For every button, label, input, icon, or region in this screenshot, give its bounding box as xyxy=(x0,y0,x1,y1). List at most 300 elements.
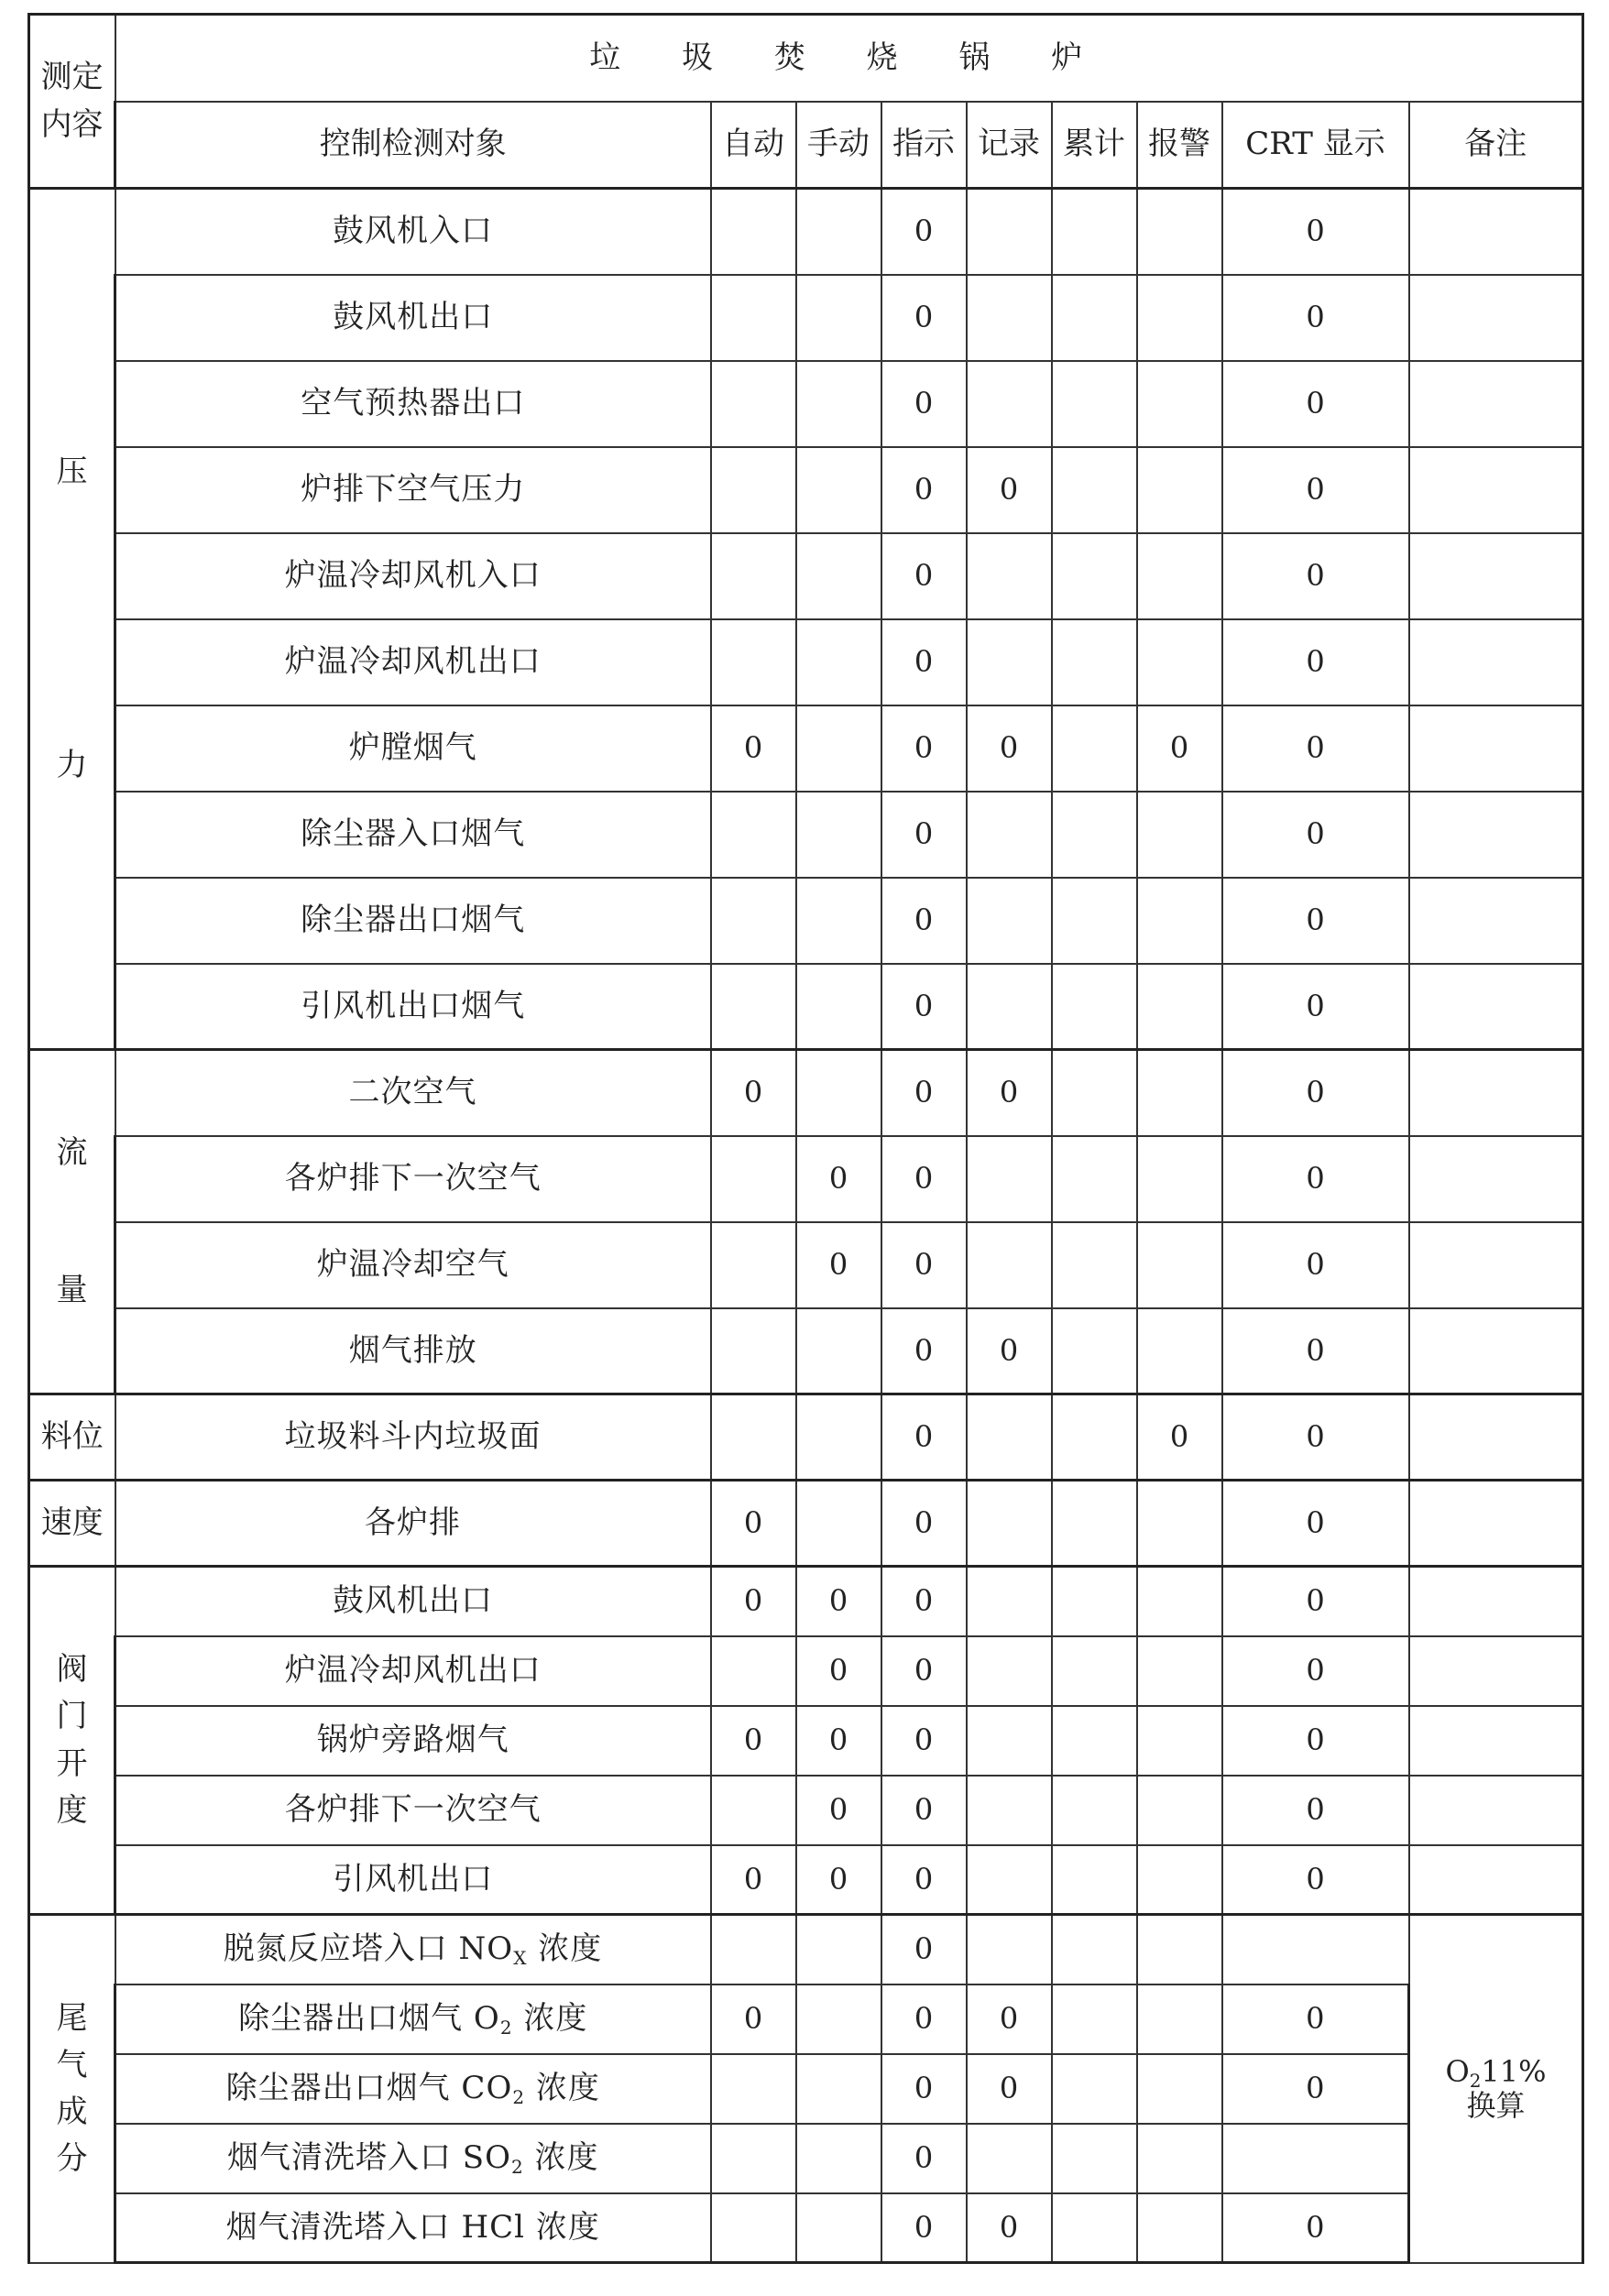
object-suffix: 浓度 xyxy=(512,1999,588,2037)
table-row xyxy=(29,1567,1583,1636)
mark-cell xyxy=(967,189,1052,275)
table-row xyxy=(29,2124,1583,2193)
object-cell xyxy=(115,2054,711,2124)
mark-cell xyxy=(711,1636,796,1706)
mark-cell xyxy=(796,1308,881,1394)
mark-cell xyxy=(796,1481,881,1567)
remark-cell xyxy=(1409,447,1583,533)
table-row xyxy=(29,1136,1583,1222)
category-valve-opening xyxy=(29,1567,115,1915)
table-row xyxy=(29,1636,1583,1706)
mark-cell: 0 xyxy=(796,1776,881,1845)
mark-cell xyxy=(967,792,1052,878)
mark-cell xyxy=(711,275,796,361)
mark-cell xyxy=(1137,2193,1222,2263)
mark-cell: 0 xyxy=(967,2054,1052,2124)
col-header-indicate: 指示 xyxy=(881,102,967,189)
table-row xyxy=(29,1984,1583,2054)
mark-cell xyxy=(1052,1776,1137,1845)
mark-cell xyxy=(796,189,881,275)
mark-cell xyxy=(711,2054,796,2124)
object-suffix: 浓度 xyxy=(525,2069,600,2106)
mark-cell: 0 xyxy=(1222,1136,1409,1222)
table-row xyxy=(29,275,1583,361)
mark-cell xyxy=(1137,1567,1222,1636)
table-row xyxy=(29,1050,1583,1136)
remark-cell xyxy=(1409,1222,1583,1308)
mark-cell xyxy=(796,2054,881,2124)
category-exhaust-composition xyxy=(29,1915,115,2263)
object-text: 脱氮反应塔入口 NO xyxy=(223,1930,514,1968)
mark-cell xyxy=(1137,1136,1222,1222)
object-text: 除尘器出口烟气 O xyxy=(238,1999,500,2037)
header-row-1 xyxy=(29,15,1583,102)
table-row xyxy=(29,1394,1583,1481)
mark-cell xyxy=(1137,1481,1222,1567)
mark-cell xyxy=(796,275,881,361)
mark-cell: 0 xyxy=(881,1050,967,1136)
mark-cell: 0 xyxy=(881,275,967,361)
mark-cell: 0 xyxy=(1222,275,1409,361)
mark-cell: 0 xyxy=(1222,1050,1409,1136)
object-cell: 鼓风机出口 xyxy=(115,275,711,361)
mark-cell: 0 xyxy=(1222,878,1409,964)
remark-cell xyxy=(1409,1636,1583,1706)
mark-cell: 0 xyxy=(881,2124,967,2193)
mark-cell xyxy=(1052,533,1137,619)
mark-cell xyxy=(796,447,881,533)
mark-cell xyxy=(1052,1394,1137,1481)
mark-cell xyxy=(711,1915,796,1984)
table-title: 垃 圾 焚 烧 锅 炉 xyxy=(115,15,1583,102)
object-subscript: 2 xyxy=(510,2155,524,2178)
mark-cell: 0 xyxy=(881,964,967,1050)
mark-cell xyxy=(967,275,1052,361)
mark-cell: 0 xyxy=(1222,1567,1409,1636)
mark-cell xyxy=(1137,447,1222,533)
mark-cell xyxy=(1052,275,1137,361)
mark-cell: 0 xyxy=(1222,2193,1409,2263)
mark-cell xyxy=(1052,878,1137,964)
mark-cell: 0 xyxy=(881,1845,967,1915)
mark-cell: 0 xyxy=(881,1136,967,1222)
mark-cell xyxy=(1137,1915,1222,1984)
mark-cell xyxy=(1052,1136,1137,1222)
mark-cell: 0 xyxy=(1222,792,1409,878)
table-row xyxy=(29,1845,1583,1915)
category-speed xyxy=(29,1481,115,1567)
mark-cell: 0 xyxy=(881,1915,967,1984)
object-subscript: X xyxy=(513,1947,528,1970)
mark-cell xyxy=(711,878,796,964)
mark-cell xyxy=(796,2124,881,2193)
table-row xyxy=(29,964,1583,1050)
mark-cell: 0 xyxy=(881,189,967,275)
mark-cell xyxy=(1052,792,1137,878)
remark-cell xyxy=(1409,189,1583,275)
table-row xyxy=(29,1308,1583,1394)
object-cell: 锅炉旁路烟气 xyxy=(115,1706,711,1776)
table-row xyxy=(29,533,1583,619)
table-row xyxy=(29,1915,1583,1984)
object-suffix: 浓度 xyxy=(525,2208,600,2246)
mark-cell: 0 xyxy=(711,705,796,792)
mark-cell xyxy=(796,2193,881,2263)
mark-cell xyxy=(711,2193,796,2263)
mark-cell xyxy=(1052,2124,1137,2193)
object-cell: 炉温冷却风机入口 xyxy=(115,533,711,619)
col-header-alarm: 报警 xyxy=(1137,102,1222,189)
object-cell: 各炉排 xyxy=(115,1481,711,1567)
mark-cell: 0 xyxy=(796,1136,881,1222)
table-row xyxy=(29,1706,1583,1776)
mark-cell xyxy=(711,1222,796,1308)
corner-header-line2: 内容 xyxy=(40,105,104,143)
mark-cell: 0 xyxy=(1222,1776,1409,1845)
mark-cell xyxy=(967,2124,1052,2193)
mark-cell xyxy=(1052,1050,1137,1136)
mark-cell: 0 xyxy=(881,1308,967,1394)
remark-cell xyxy=(1409,1050,1583,1136)
remark-cell xyxy=(1409,705,1583,792)
remark-cell xyxy=(1409,1308,1583,1394)
mark-cell xyxy=(1222,2124,1409,2193)
mark-cell xyxy=(967,964,1052,1050)
remark-cell xyxy=(1409,1706,1583,1776)
mark-cell xyxy=(1137,619,1222,705)
table-row xyxy=(29,2054,1583,2124)
remark-subscript: 2 xyxy=(1469,2069,1482,2092)
mark-cell: 0 xyxy=(1222,705,1409,792)
category-char: 分 xyxy=(56,2139,88,2177)
mark-cell xyxy=(1052,1481,1137,1567)
mark-cell xyxy=(711,533,796,619)
mark-cell: 0 xyxy=(1222,1481,1409,1567)
mark-cell xyxy=(1052,1984,1137,2054)
category-char: 力 xyxy=(56,746,88,783)
remark-cell xyxy=(1409,1915,1583,2263)
object-cell: 引风机出口烟气 xyxy=(115,964,711,1050)
object-subscript: 2 xyxy=(512,2085,526,2108)
category-char: 流 xyxy=(56,1134,88,1172)
mark-cell xyxy=(1052,1308,1137,1394)
remark-cell xyxy=(1409,1567,1583,1636)
category-char: 尾 xyxy=(56,1999,88,2037)
remark-line2: 换算 xyxy=(1466,2087,1526,2123)
mark-cell: 0 xyxy=(881,1706,967,1776)
mark-cell xyxy=(711,361,796,447)
mark-cell: 0 xyxy=(967,1984,1052,2054)
mark-cell xyxy=(1052,1567,1137,1636)
mark-cell: 0 xyxy=(1222,1222,1409,1308)
mark-cell: 0 xyxy=(1222,189,1409,275)
mark-cell xyxy=(711,1136,796,1222)
remark-line1 xyxy=(1410,2053,1582,2092)
mark-cell: 0 xyxy=(1137,705,1222,792)
object-text: 烟气清洗塔入口 HCl xyxy=(225,2208,526,2246)
object-text: 除尘器出口烟气 CO xyxy=(225,2069,513,2106)
mark-cell xyxy=(967,1776,1052,1845)
col-header-manual: 手动 xyxy=(796,102,881,189)
mark-cell xyxy=(711,964,796,1050)
remark-cell xyxy=(1409,533,1583,619)
object-cell: 鼓风机入口 xyxy=(115,189,711,275)
mark-cell xyxy=(796,1394,881,1481)
remark-cell xyxy=(1409,1394,1583,1481)
mark-cell xyxy=(967,1394,1052,1481)
category-char: 度 xyxy=(56,1791,88,1829)
mark-cell xyxy=(796,533,881,619)
mark-cell xyxy=(711,1308,796,1394)
remark-cell xyxy=(1409,361,1583,447)
category-pressure xyxy=(29,189,115,1050)
category-char: 量 xyxy=(56,1271,88,1308)
mark-cell xyxy=(967,1915,1052,1984)
mark-cell xyxy=(967,361,1052,447)
object-column-header: 控制检测对象 xyxy=(115,102,711,189)
mark-cell: 0 xyxy=(796,1222,881,1308)
mark-cell: 0 xyxy=(881,1567,967,1636)
mark-cell: 0 xyxy=(881,619,967,705)
object-cell: 各炉排下一次空气 xyxy=(115,1136,711,1222)
object-cell: 鼓风机出口 xyxy=(115,1567,711,1636)
object-cell: 炉温冷却风机出口 xyxy=(115,619,711,705)
object-cell: 除尘器入口烟气 xyxy=(115,792,711,878)
mark-cell xyxy=(1137,1776,1222,1845)
mark-cell: 0 xyxy=(1222,2054,1409,2124)
mark-cell xyxy=(711,619,796,705)
mark-cell: 0 xyxy=(796,1567,881,1636)
object-cell: 各炉排下一次空气 xyxy=(115,1776,711,1845)
mark-cell: 0 xyxy=(1222,1845,1409,1915)
remark-cell xyxy=(1409,792,1583,878)
mark-cell: 0 xyxy=(711,1984,796,2054)
table-row xyxy=(29,189,1583,275)
category-char: 阀 xyxy=(56,1651,88,1689)
mark-cell xyxy=(1137,1308,1222,1394)
mark-cell: 0 xyxy=(1222,1394,1409,1481)
mark-cell xyxy=(711,1394,796,1481)
mark-cell: 0 xyxy=(881,1984,967,2054)
remark-prefix: O xyxy=(1445,2053,1470,2089)
mark-cell: 0 xyxy=(881,1394,967,1481)
mark-cell xyxy=(967,1567,1052,1636)
mark-cell xyxy=(711,1776,796,1845)
object-cell xyxy=(115,2124,711,2193)
mark-cell: 0 xyxy=(711,1481,796,1567)
mark-cell xyxy=(1052,619,1137,705)
mark-cell xyxy=(967,1481,1052,1567)
table-row xyxy=(29,447,1583,533)
mark-cell xyxy=(796,361,881,447)
mark-cell xyxy=(1052,361,1137,447)
mark-cell xyxy=(796,1915,881,1984)
object-suffix: 浓度 xyxy=(527,1930,603,1968)
mark-cell xyxy=(796,705,881,792)
table-row xyxy=(29,792,1583,878)
mark-cell xyxy=(1137,1984,1222,2054)
object-cell xyxy=(115,2193,711,2263)
mark-cell xyxy=(711,447,796,533)
mark-cell xyxy=(796,1984,881,2054)
header-row-2 xyxy=(29,102,1583,189)
mark-cell: 0 xyxy=(796,1845,881,1915)
mark-cell xyxy=(1137,792,1222,878)
mark-cell: 0 xyxy=(881,878,967,964)
remark-column-header: 备注 xyxy=(1409,102,1583,189)
category-char: 气 xyxy=(56,2046,88,2083)
mark-cell: 0 xyxy=(711,1845,796,1915)
mark-cell xyxy=(1052,447,1137,533)
mark-cell: 0 xyxy=(796,1636,881,1706)
object-cell: 垃圾料斗内垃圾面 xyxy=(115,1394,711,1481)
mark-cell: 0 xyxy=(967,2193,1052,2263)
mark-cell: 0 xyxy=(1222,361,1409,447)
mark-cell xyxy=(711,2124,796,2193)
mark-cell: 0 xyxy=(881,361,967,447)
mark-cell: 0 xyxy=(1222,619,1409,705)
col-header-auto: 自动 xyxy=(711,102,796,189)
object-suffix: 浓度 xyxy=(523,2138,599,2176)
mark-cell xyxy=(1137,2054,1222,2124)
mark-cell xyxy=(1052,964,1137,1050)
mark-cell: 0 xyxy=(881,705,967,792)
mark-cell xyxy=(1137,1636,1222,1706)
mark-cell: 0 xyxy=(881,1481,967,1567)
object-cell: 引风机出口 xyxy=(115,1845,711,1915)
remark-cell xyxy=(1409,1136,1583,1222)
remark-cell xyxy=(1409,1776,1583,1845)
mark-cell xyxy=(711,189,796,275)
object-text: 烟气清洗塔入口 SO xyxy=(226,2138,511,2176)
mark-cell xyxy=(967,1222,1052,1308)
mark-cell xyxy=(1137,275,1222,361)
mark-cell: 0 xyxy=(967,447,1052,533)
col-header-record: 记录 xyxy=(967,102,1052,189)
mark-cell: 0 xyxy=(881,533,967,619)
mark-cell xyxy=(1137,1222,1222,1308)
mark-cell xyxy=(1052,2054,1137,2124)
mark-cell: 0 xyxy=(967,1050,1052,1136)
mark-cell xyxy=(1052,705,1137,792)
table-row xyxy=(29,361,1583,447)
mark-cell xyxy=(1137,2124,1222,2193)
mark-cell xyxy=(967,619,1052,705)
object-cell xyxy=(115,1984,711,2054)
remark-cell xyxy=(1409,619,1583,705)
object-cell: 炉温冷却风机出口 xyxy=(115,1636,711,1706)
remark-cell xyxy=(1409,275,1583,361)
table-row xyxy=(29,619,1583,705)
table-row xyxy=(29,1222,1583,1308)
mark-cell: 0 xyxy=(881,1222,967,1308)
mark-cell: 0 xyxy=(1137,1394,1222,1481)
remark-suffix: 11% xyxy=(1481,2053,1547,2089)
mark-cell xyxy=(1052,189,1137,275)
mark-cell xyxy=(967,533,1052,619)
mark-cell xyxy=(1052,1636,1137,1706)
table-row xyxy=(29,1481,1583,1567)
object-subscript: 2 xyxy=(499,2016,513,2039)
object-cell: 除尘器出口烟气 xyxy=(115,878,711,964)
table-row xyxy=(29,878,1583,964)
object-cell xyxy=(115,1915,711,1984)
mark-cell xyxy=(967,1706,1052,1776)
table-row xyxy=(29,2193,1583,2263)
mark-cell: 0 xyxy=(881,447,967,533)
object-cell: 空气预热器出口 xyxy=(115,361,711,447)
mark-cell xyxy=(1222,1915,1409,1984)
mark-cell xyxy=(1052,1915,1137,1984)
mark-cell xyxy=(967,1845,1052,1915)
mark-cell xyxy=(1137,361,1222,447)
mark-cell: 0 xyxy=(711,1706,796,1776)
mark-cell xyxy=(1137,878,1222,964)
mark-cell: 0 xyxy=(881,1776,967,1845)
mark-cell xyxy=(1137,189,1222,275)
mark-cell xyxy=(1052,2193,1137,2263)
mark-cell: 0 xyxy=(711,1567,796,1636)
mark-cell: 0 xyxy=(967,705,1052,792)
category-char: 速度 xyxy=(40,1503,104,1541)
mark-cell xyxy=(796,792,881,878)
mark-cell: 0 xyxy=(1222,533,1409,619)
mark-cell xyxy=(967,1136,1052,1222)
mark-cell xyxy=(1052,1706,1137,1776)
mark-cell: 0 xyxy=(1222,447,1409,533)
remark-cell xyxy=(1409,878,1583,964)
remark-cell xyxy=(1409,964,1583,1050)
remark-cell xyxy=(1409,1845,1583,1915)
mark-cell xyxy=(711,792,796,878)
mark-cell xyxy=(796,1050,881,1136)
object-cell: 炉膛烟气 xyxy=(115,705,711,792)
remark-cell xyxy=(1409,1481,1583,1567)
mark-cell xyxy=(1137,533,1222,619)
mark-cell xyxy=(1137,1050,1222,1136)
mark-cell xyxy=(1052,1845,1137,1915)
mark-cell xyxy=(796,878,881,964)
category-char: 门 xyxy=(56,1698,88,1735)
category-flow xyxy=(29,1050,115,1394)
category-char: 料位 xyxy=(40,1417,104,1455)
mark-cell xyxy=(967,878,1052,964)
category-level xyxy=(29,1394,115,1481)
col-header-crt: CRT 显示 xyxy=(1222,102,1409,189)
corner-header-line1: 测定 xyxy=(40,59,104,96)
category-char: 压 xyxy=(56,454,88,491)
mark-cell: 0 xyxy=(967,1308,1052,1394)
category-char: 开 xyxy=(56,1744,88,1782)
mark-cell xyxy=(796,619,881,705)
category-char: 成 xyxy=(56,2093,88,2130)
mark-cell: 0 xyxy=(881,2193,967,2263)
boiler-control-table xyxy=(27,13,1584,2264)
col-header-accumulate: 累计 xyxy=(1052,102,1137,189)
mark-cell: 0 xyxy=(1222,1636,1409,1706)
mark-cell xyxy=(1137,1845,1222,1915)
mark-cell xyxy=(967,1636,1052,1706)
corner-header xyxy=(29,15,115,189)
mark-cell: 0 xyxy=(1222,1984,1409,2054)
object-cell: 烟气排放 xyxy=(115,1308,711,1394)
mark-cell: 0 xyxy=(796,1706,881,1776)
mark-cell: 0 xyxy=(881,2054,967,2124)
object-cell: 炉温冷却空气 xyxy=(115,1222,711,1308)
mark-cell: 0 xyxy=(881,792,967,878)
table-row xyxy=(29,1776,1583,1845)
mark-cell xyxy=(796,964,881,1050)
